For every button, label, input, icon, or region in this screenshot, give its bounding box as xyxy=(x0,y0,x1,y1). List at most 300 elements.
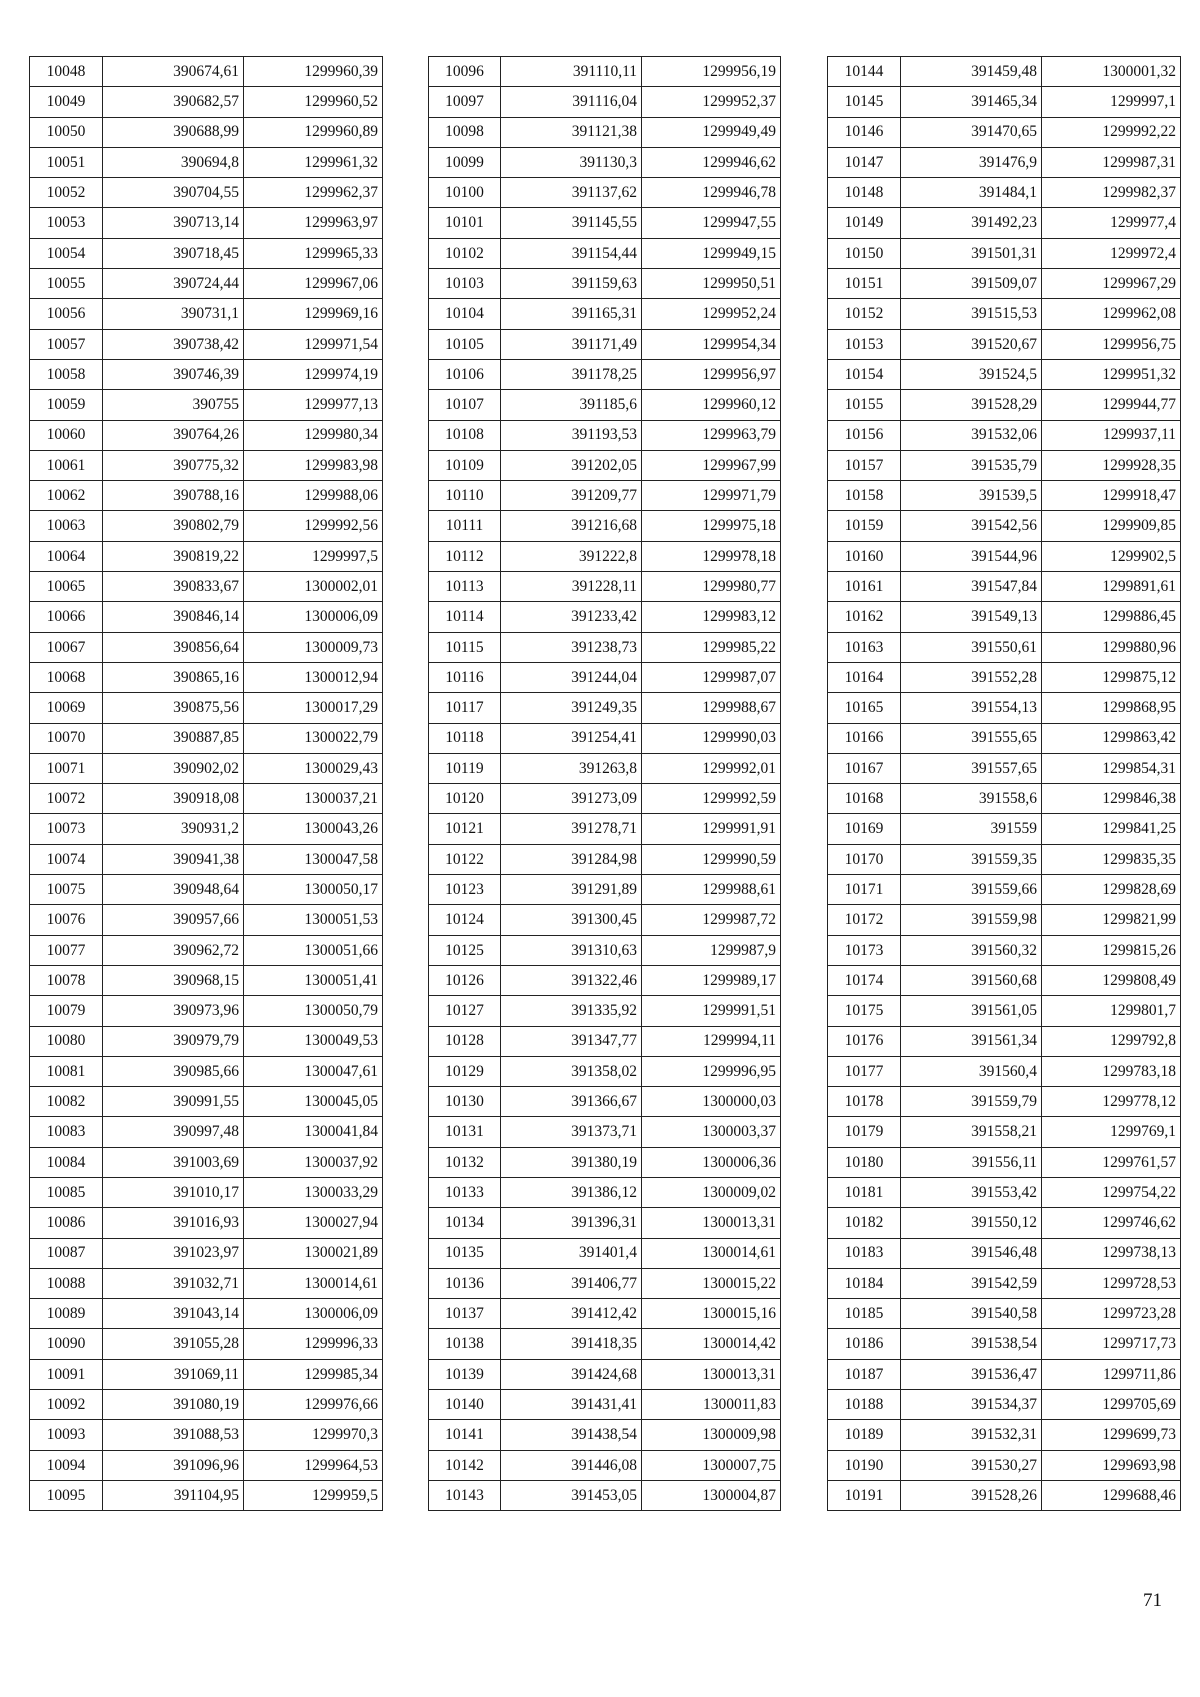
table-row xyxy=(30,1056,383,1086)
point-id-cell: 10085 xyxy=(30,1177,103,1207)
y-coordinate-cell: 1299996,33 xyxy=(244,1329,383,1359)
x-coordinate-cell: 391528,29 xyxy=(901,390,1042,420)
y-coordinate-cell: 1299963,97 xyxy=(244,208,383,238)
y-coordinate-cell: 1299967,29 xyxy=(1042,269,1181,299)
point-id-cell: 10172 xyxy=(828,905,901,935)
point-id-cell: 10171 xyxy=(828,875,901,905)
point-id-cell: 10180 xyxy=(828,1147,901,1177)
point-id-cell: 10132 xyxy=(429,1147,501,1177)
table-row xyxy=(30,1329,383,1359)
y-coordinate-cell: 1300050,79 xyxy=(244,996,383,1026)
table-row xyxy=(429,1177,781,1207)
y-coordinate-cell: 1300050,17 xyxy=(244,875,383,905)
y-coordinate-cell: 1300029,43 xyxy=(244,753,383,783)
x-coordinate-cell: 390718,45 xyxy=(103,238,244,268)
table-row xyxy=(828,329,1181,359)
point-id-cell: 10084 xyxy=(30,1147,103,1177)
table-row xyxy=(429,1208,781,1238)
point-id-cell: 10066 xyxy=(30,602,103,632)
table-row xyxy=(828,1087,1181,1117)
y-coordinate-cell: 1299891,61 xyxy=(1042,572,1181,602)
table-row xyxy=(30,996,383,1026)
point-id-cell: 10149 xyxy=(828,208,901,238)
x-coordinate-cell: 391322,46 xyxy=(501,965,642,995)
point-id-cell: 10121 xyxy=(429,814,501,844)
y-coordinate-cell: 1299980,34 xyxy=(244,420,383,450)
point-id-cell: 10103 xyxy=(429,269,501,299)
x-coordinate-cell: 391538,54 xyxy=(901,1329,1042,1359)
y-coordinate-cell: 1299886,45 xyxy=(1042,602,1181,632)
point-id-cell: 10178 xyxy=(828,1087,901,1117)
y-coordinate-cell: 1299835,35 xyxy=(1042,844,1181,874)
table-row xyxy=(30,1238,383,1268)
x-coordinate-cell: 391121,38 xyxy=(501,117,642,147)
point-id-cell: 10123 xyxy=(429,875,501,905)
table-row xyxy=(429,541,781,571)
table-row xyxy=(30,299,383,329)
y-coordinate-cell: 1300009,73 xyxy=(244,632,383,662)
point-id-cell: 10133 xyxy=(429,1177,501,1207)
x-coordinate-cell: 391536,47 xyxy=(901,1359,1042,1389)
y-coordinate-cell: 1300000,03 xyxy=(642,1087,781,1117)
point-id-cell: 10050 xyxy=(30,117,103,147)
x-coordinate-cell: 391386,12 xyxy=(501,1177,642,1207)
table-row xyxy=(30,541,383,571)
x-coordinate-cell: 390819,22 xyxy=(103,541,244,571)
x-coordinate-cell: 391088,53 xyxy=(103,1420,244,1450)
table-row xyxy=(30,390,383,420)
table-row xyxy=(429,329,781,359)
point-id-cell: 10102 xyxy=(429,238,501,268)
point-id-cell: 10174 xyxy=(828,965,901,995)
table-row xyxy=(30,208,383,238)
y-coordinate-cell: 1299769,1 xyxy=(1042,1117,1181,1147)
y-coordinate-cell: 1299783,18 xyxy=(1042,1056,1181,1086)
point-id-cell: 10077 xyxy=(30,935,103,965)
y-coordinate-cell: 1300007,75 xyxy=(642,1450,781,1480)
table-row xyxy=(30,178,383,208)
x-coordinate-cell: 390865,16 xyxy=(103,662,244,692)
table-row xyxy=(30,420,383,450)
x-coordinate-cell: 390875,56 xyxy=(103,693,244,723)
x-coordinate-cell: 391347,77 xyxy=(501,1026,642,1056)
point-id-cell: 10081 xyxy=(30,1056,103,1086)
x-coordinate-cell: 391185,6 xyxy=(501,390,642,420)
table-row xyxy=(828,1177,1181,1207)
x-coordinate-cell: 391145,55 xyxy=(501,208,642,238)
x-coordinate-cell: 391116,04 xyxy=(501,87,642,117)
point-id-cell: 10087 xyxy=(30,1238,103,1268)
point-id-cell: 10143 xyxy=(429,1480,501,1510)
table-row xyxy=(30,269,383,299)
table-row xyxy=(30,359,383,389)
y-coordinate-cell: 1299991,91 xyxy=(642,814,781,844)
y-coordinate-cell: 1299960,89 xyxy=(244,117,383,147)
y-coordinate-cell: 1299974,19 xyxy=(244,359,383,389)
y-coordinate-cell: 1299970,3 xyxy=(244,1420,383,1450)
x-coordinate-cell: 391544,96 xyxy=(901,541,1042,571)
y-coordinate-cell: 1299960,52 xyxy=(244,87,383,117)
y-coordinate-cell: 1299746,62 xyxy=(1042,1208,1181,1238)
table-row xyxy=(828,1299,1181,1329)
table-row xyxy=(828,996,1181,1026)
y-coordinate-cell: 1300022,79 xyxy=(244,723,383,753)
x-coordinate-cell: 391238,73 xyxy=(501,632,642,662)
x-coordinate-cell: 390788,16 xyxy=(103,481,244,511)
y-coordinate-cell: 1299991,51 xyxy=(642,996,781,1026)
point-id-cell: 10086 xyxy=(30,1208,103,1238)
y-coordinate-cell: 1299949,49 xyxy=(642,117,781,147)
x-coordinate-cell: 391559,79 xyxy=(901,1087,1042,1117)
table-row xyxy=(30,1208,383,1238)
point-id-cell: 10073 xyxy=(30,814,103,844)
x-coordinate-cell: 391412,42 xyxy=(501,1299,642,1329)
table-row xyxy=(429,450,781,480)
point-id-cell: 10108 xyxy=(429,420,501,450)
table-row xyxy=(828,1359,1181,1389)
y-coordinate-cell: 1299902,5 xyxy=(1042,541,1181,571)
y-coordinate-cell: 1300045,05 xyxy=(244,1087,383,1117)
table-row xyxy=(429,572,781,602)
point-id-cell: 10138 xyxy=(429,1329,501,1359)
table-row xyxy=(30,57,383,87)
y-coordinate-cell: 1299992,01 xyxy=(642,753,781,783)
x-coordinate-cell: 391233,42 xyxy=(501,602,642,632)
x-coordinate-cell: 391165,31 xyxy=(501,299,642,329)
x-coordinate-cell: 391055,28 xyxy=(103,1329,244,1359)
table-row xyxy=(30,632,383,662)
x-coordinate-cell: 390688,99 xyxy=(103,117,244,147)
point-id-cell: 10048 xyxy=(30,57,103,87)
y-coordinate-cell: 1299987,72 xyxy=(642,905,781,935)
y-coordinate-cell: 1299985,22 xyxy=(642,632,781,662)
x-coordinate-cell: 391284,98 xyxy=(501,844,642,874)
point-id-cell: 10170 xyxy=(828,844,901,874)
x-coordinate-cell: 391552,28 xyxy=(901,662,1042,692)
x-coordinate-cell: 390738,42 xyxy=(103,329,244,359)
point-id-cell: 10088 xyxy=(30,1268,103,1298)
point-id-cell: 10183 xyxy=(828,1238,901,1268)
point-id-cell: 10136 xyxy=(429,1268,501,1298)
y-coordinate-cell: 1299960,39 xyxy=(244,57,383,87)
table-row xyxy=(429,359,781,389)
table-row xyxy=(828,541,1181,571)
y-coordinate-cell: 1300041,84 xyxy=(244,1117,383,1147)
y-coordinate-cell: 1300033,29 xyxy=(244,1177,383,1207)
table-row xyxy=(30,511,383,541)
y-coordinate-cell: 1299971,54 xyxy=(244,329,383,359)
point-id-cell: 10106 xyxy=(429,359,501,389)
point-id-cell: 10122 xyxy=(429,844,501,874)
x-coordinate-cell: 391263,8 xyxy=(501,753,642,783)
point-id-cell: 10072 xyxy=(30,784,103,814)
y-coordinate-cell: 1299693,98 xyxy=(1042,1450,1181,1480)
point-id-cell: 10169 xyxy=(828,814,901,844)
point-id-cell: 10130 xyxy=(429,1087,501,1117)
x-coordinate-cell: 390957,66 xyxy=(103,905,244,935)
y-coordinate-cell: 1299761,57 xyxy=(1042,1147,1181,1177)
point-id-cell: 10069 xyxy=(30,693,103,723)
table-row xyxy=(429,390,781,420)
x-coordinate-cell: 390968,15 xyxy=(103,965,244,995)
y-coordinate-cell: 1299994,11 xyxy=(642,1026,781,1056)
y-coordinate-cell: 1299972,4 xyxy=(1042,238,1181,268)
table-row xyxy=(828,1268,1181,1298)
table-row xyxy=(828,450,1181,480)
x-coordinate-cell: 391003,69 xyxy=(103,1147,244,1177)
x-coordinate-cell: 391560,32 xyxy=(901,935,1042,965)
x-coordinate-cell: 390887,85 xyxy=(103,723,244,753)
table-row xyxy=(828,753,1181,783)
point-id-cell: 10175 xyxy=(828,996,901,1026)
y-coordinate-cell: 1299828,69 xyxy=(1042,875,1181,905)
x-coordinate-cell: 391202,05 xyxy=(501,450,642,480)
table-row xyxy=(429,1420,781,1450)
point-id-cell: 10131 xyxy=(429,1117,501,1147)
y-coordinate-cell: 1300014,42 xyxy=(642,1329,781,1359)
y-coordinate-cell: 1299950,51 xyxy=(642,269,781,299)
y-coordinate-cell: 1299956,75 xyxy=(1042,329,1181,359)
x-coordinate-cell: 391159,63 xyxy=(501,269,642,299)
table-row xyxy=(429,1359,781,1389)
y-coordinate-cell: 1299711,86 xyxy=(1042,1359,1181,1389)
x-coordinate-cell: 391561,05 xyxy=(901,996,1042,1026)
y-coordinate-cell: 1299983,98 xyxy=(244,450,383,480)
table-row xyxy=(828,420,1181,450)
point-id-cell: 10154 xyxy=(828,359,901,389)
point-id-cell: 10051 xyxy=(30,147,103,177)
y-coordinate-cell: 1300012,94 xyxy=(244,662,383,692)
table-row xyxy=(828,178,1181,208)
y-coordinate-cell: 1299959,5 xyxy=(244,1480,383,1510)
point-id-cell: 10110 xyxy=(429,481,501,511)
point-id-cell: 10173 xyxy=(828,935,901,965)
x-coordinate-cell: 391366,67 xyxy=(501,1087,642,1117)
table-row xyxy=(828,1147,1181,1177)
table-row xyxy=(828,511,1181,541)
x-coordinate-cell: 391137,62 xyxy=(501,178,642,208)
table-row xyxy=(828,359,1181,389)
y-coordinate-cell: 1300001,32 xyxy=(1042,57,1181,87)
point-id-cell: 10155 xyxy=(828,390,901,420)
table-row xyxy=(828,147,1181,177)
y-coordinate-cell: 1300002,01 xyxy=(244,572,383,602)
x-coordinate-cell: 390902,02 xyxy=(103,753,244,783)
x-coordinate-cell: 390997,48 xyxy=(103,1117,244,1147)
x-coordinate-cell: 391465,34 xyxy=(901,87,1042,117)
y-coordinate-cell: 1299928,35 xyxy=(1042,450,1181,480)
point-id-cell: 10112 xyxy=(429,541,501,571)
x-coordinate-cell: 391096,96 xyxy=(103,1450,244,1480)
x-coordinate-cell: 391104,95 xyxy=(103,1480,244,1510)
table-row xyxy=(429,420,781,450)
point-id-cell: 10067 xyxy=(30,632,103,662)
point-id-cell: 10124 xyxy=(429,905,501,935)
x-coordinate-cell: 391546,48 xyxy=(901,1238,1042,1268)
x-coordinate-cell: 391561,34 xyxy=(901,1026,1042,1056)
table-row xyxy=(429,1147,781,1177)
table-row xyxy=(30,1117,383,1147)
x-coordinate-cell: 391291,89 xyxy=(501,875,642,905)
x-coordinate-cell: 390979,79 xyxy=(103,1026,244,1056)
point-id-cell: 10071 xyxy=(30,753,103,783)
y-coordinate-cell: 1299688,46 xyxy=(1042,1480,1181,1510)
table-row xyxy=(30,875,383,905)
table-row xyxy=(828,572,1181,602)
y-coordinate-cell: 1299808,49 xyxy=(1042,965,1181,995)
point-id-cell: 10160 xyxy=(828,541,901,571)
table-row xyxy=(828,875,1181,905)
x-coordinate-cell: 391171,49 xyxy=(501,329,642,359)
x-coordinate-cell: 391530,27 xyxy=(901,1450,1042,1480)
y-coordinate-cell: 1300006,09 xyxy=(244,1299,383,1329)
point-id-cell: 10152 xyxy=(828,299,901,329)
y-coordinate-cell: 1299956,19 xyxy=(642,57,781,87)
table-row xyxy=(30,965,383,995)
y-coordinate-cell: 1299987,9 xyxy=(642,935,781,965)
x-coordinate-cell: 391278,71 xyxy=(501,814,642,844)
table-row xyxy=(828,935,1181,965)
x-coordinate-cell: 391154,44 xyxy=(501,238,642,268)
y-coordinate-cell: 1300009,98 xyxy=(642,1420,781,1450)
point-id-cell: 10177 xyxy=(828,1056,901,1086)
y-coordinate-cell: 1299982,37 xyxy=(1042,178,1181,208)
y-coordinate-cell: 1299815,26 xyxy=(1042,935,1181,965)
y-coordinate-cell: 1299967,06 xyxy=(244,269,383,299)
x-coordinate-cell: 391401,4 xyxy=(501,1238,642,1268)
point-id-cell: 10117 xyxy=(429,693,501,723)
y-coordinate-cell: 1299987,31 xyxy=(1042,147,1181,177)
x-coordinate-cell: 391209,77 xyxy=(501,481,642,511)
x-coordinate-cell: 390746,39 xyxy=(103,359,244,389)
y-coordinate-cell: 1299990,59 xyxy=(642,844,781,874)
y-coordinate-cell: 1299960,12 xyxy=(642,390,781,420)
point-id-cell: 10147 xyxy=(828,147,901,177)
y-coordinate-cell: 1300037,92 xyxy=(244,1147,383,1177)
x-coordinate-cell: 391418,35 xyxy=(501,1329,642,1359)
y-coordinate-cell: 1299992,59 xyxy=(642,784,781,814)
x-coordinate-cell: 391193,53 xyxy=(501,420,642,450)
y-coordinate-cell: 1299717,73 xyxy=(1042,1329,1181,1359)
x-coordinate-cell: 391549,13 xyxy=(901,602,1042,632)
point-id-cell: 10058 xyxy=(30,359,103,389)
point-id-cell: 10126 xyxy=(429,965,501,995)
point-id-cell: 10153 xyxy=(828,329,901,359)
point-id-cell: 10150 xyxy=(828,238,901,268)
y-coordinate-cell: 1299996,95 xyxy=(642,1056,781,1086)
point-id-cell: 10096 xyxy=(429,57,501,87)
point-id-cell: 10068 xyxy=(30,662,103,692)
table-row xyxy=(429,147,781,177)
y-coordinate-cell: 1299971,79 xyxy=(642,481,781,511)
y-coordinate-cell: 1300011,83 xyxy=(642,1390,781,1420)
y-coordinate-cell: 1300014,61 xyxy=(244,1268,383,1298)
table-row xyxy=(30,147,383,177)
table-row xyxy=(429,1329,781,1359)
x-coordinate-cell: 391438,54 xyxy=(501,1420,642,1450)
x-coordinate-cell: 391254,41 xyxy=(501,723,642,753)
x-coordinate-cell: 391178,25 xyxy=(501,359,642,389)
point-id-cell: 10184 xyxy=(828,1268,901,1298)
y-coordinate-cell: 1299937,11 xyxy=(1042,420,1181,450)
point-id-cell: 10098 xyxy=(429,117,501,147)
table-row xyxy=(30,117,383,147)
point-id-cell: 10049 xyxy=(30,87,103,117)
table-row xyxy=(828,1329,1181,1359)
x-coordinate-cell: 391557,65 xyxy=(901,753,1042,783)
point-id-cell: 10179 xyxy=(828,1117,901,1147)
x-coordinate-cell: 391550,61 xyxy=(901,632,1042,662)
y-coordinate-cell: 1300006,36 xyxy=(642,1147,781,1177)
x-coordinate-cell: 390704,55 xyxy=(103,178,244,208)
table-row xyxy=(30,1480,383,1510)
table-row xyxy=(828,723,1181,753)
point-id-cell: 10127 xyxy=(429,996,501,1026)
y-coordinate-cell: 1299978,18 xyxy=(642,541,781,571)
x-coordinate-cell: 391558,6 xyxy=(901,784,1042,814)
table-row xyxy=(429,481,781,511)
point-id-cell: 10083 xyxy=(30,1117,103,1147)
table-row xyxy=(828,1390,1181,1420)
table-row xyxy=(828,965,1181,995)
table-row xyxy=(828,299,1181,329)
table-row xyxy=(828,117,1181,147)
table-row xyxy=(429,299,781,329)
point-id-cell: 10156 xyxy=(828,420,901,450)
x-coordinate-cell: 390856,64 xyxy=(103,632,244,662)
x-coordinate-cell: 391459,48 xyxy=(901,57,1042,87)
point-id-cell: 10082 xyxy=(30,1087,103,1117)
y-coordinate-cell: 1299754,22 xyxy=(1042,1177,1181,1207)
table-row xyxy=(30,87,383,117)
point-id-cell: 10074 xyxy=(30,844,103,874)
table-row xyxy=(429,935,781,965)
table-row xyxy=(30,814,383,844)
y-coordinate-cell: 1299992,56 xyxy=(244,511,383,541)
table-row xyxy=(429,632,781,662)
point-id-cell: 10078 xyxy=(30,965,103,995)
table-row xyxy=(30,1268,383,1298)
y-coordinate-cell: 1299918,47 xyxy=(1042,481,1181,511)
table-row xyxy=(30,1420,383,1450)
point-id-cell: 10139 xyxy=(429,1359,501,1389)
x-coordinate-cell: 391542,59 xyxy=(901,1268,1042,1298)
x-coordinate-cell: 391559,35 xyxy=(901,844,1042,874)
y-coordinate-cell: 1299863,42 xyxy=(1042,723,1181,753)
x-coordinate-cell: 391547,84 xyxy=(901,572,1042,602)
y-coordinate-cell: 1299956,97 xyxy=(642,359,781,389)
table-row xyxy=(828,87,1181,117)
x-coordinate-cell: 391069,11 xyxy=(103,1359,244,1389)
point-id-cell: 10189 xyxy=(828,1420,901,1450)
table-row xyxy=(30,1359,383,1389)
x-coordinate-cell: 391310,63 xyxy=(501,935,642,965)
point-id-cell: 10095 xyxy=(30,1480,103,1510)
table-row xyxy=(828,1117,1181,1147)
table-row xyxy=(828,1420,1181,1450)
x-coordinate-cell: 390846,14 xyxy=(103,602,244,632)
point-id-cell: 10190 xyxy=(828,1450,901,1480)
point-id-cell: 10135 xyxy=(429,1238,501,1268)
point-id-cell: 10059 xyxy=(30,390,103,420)
table-row xyxy=(30,602,383,632)
y-coordinate-cell: 1300015,22 xyxy=(642,1268,781,1298)
point-id-cell: 10141 xyxy=(429,1420,501,1450)
table-row xyxy=(429,814,781,844)
x-coordinate-cell: 391222,8 xyxy=(501,541,642,571)
point-id-cell: 10052 xyxy=(30,178,103,208)
point-id-cell: 10128 xyxy=(429,1026,501,1056)
